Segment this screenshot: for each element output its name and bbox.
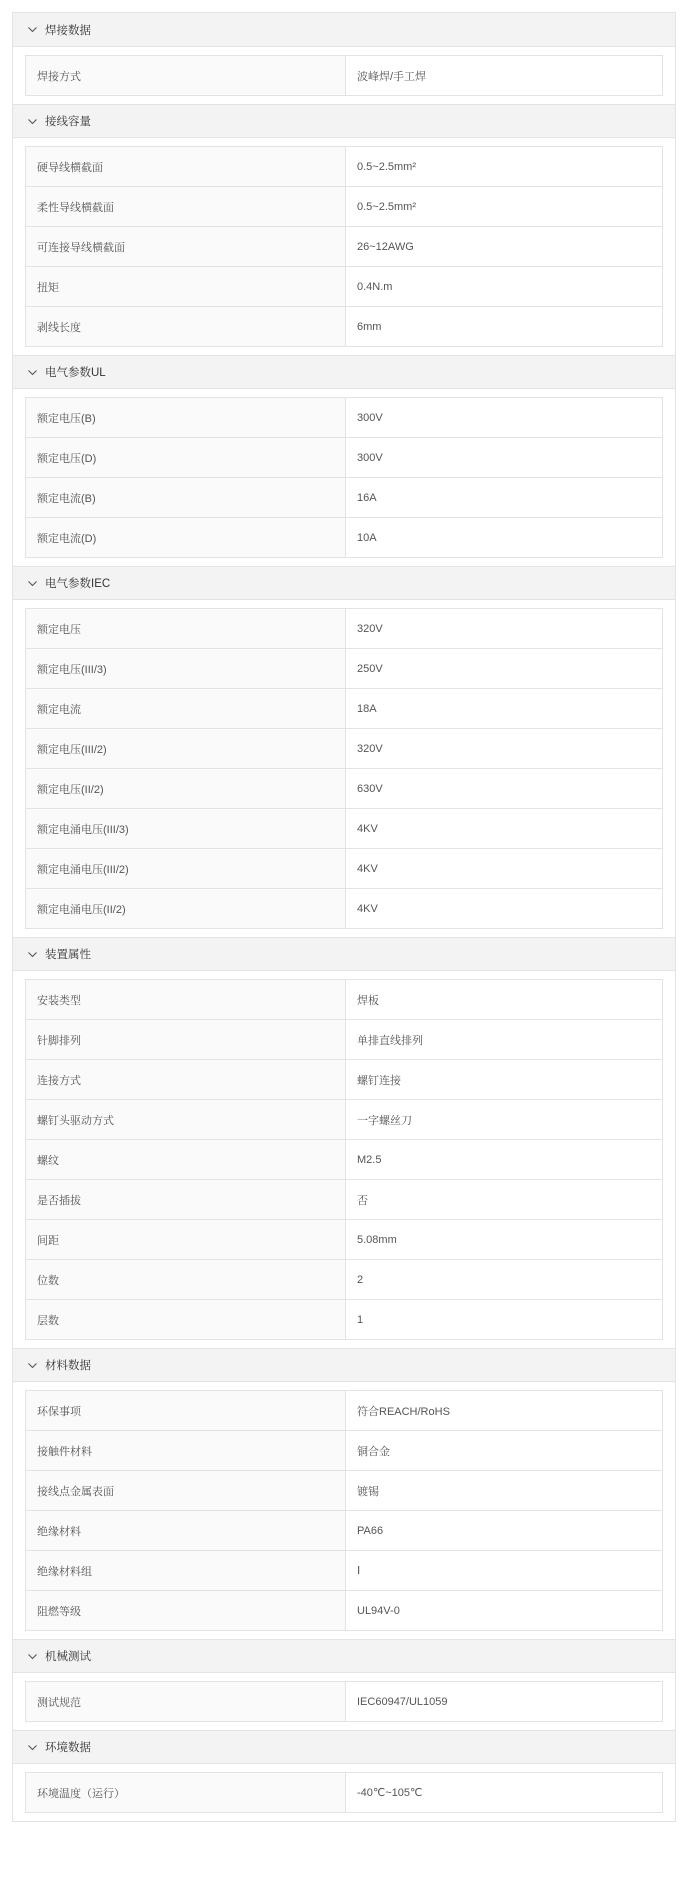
spec-label: 间距 — [26, 1220, 346, 1259]
spec-value: 300V — [346, 438, 662, 477]
spec-label: 额定电压(D) — [26, 438, 346, 477]
spec-label: 额定电涌电压(III/3) — [26, 809, 346, 848]
chevron-down-icon[interactable] — [25, 1740, 39, 1754]
table-row — [26, 267, 662, 307]
section-body — [13, 1764, 675, 1821]
spec-value: 16A — [346, 478, 662, 517]
section-header[interactable] — [13, 1348, 675, 1382]
spec-value: 5.08mm — [346, 1220, 662, 1259]
spec-label: 阻燃等级 — [26, 1591, 346, 1630]
chevron-down-icon[interactable] — [25, 947, 39, 961]
section-title: 电气参数UL — [45, 367, 106, 379]
section-body — [13, 138, 675, 355]
spec-label: 位数 — [26, 1260, 346, 1299]
section-title: 装置属性 — [45, 949, 91, 961]
chevron-down-icon[interactable] — [25, 1358, 39, 1372]
spec-label: 可连接导线横截面 — [26, 227, 346, 266]
table-row — [26, 398, 662, 438]
spec-section-7 — [13, 1730, 675, 1821]
spec-panel — [12, 12, 676, 1822]
table-row — [26, 1591, 662, 1631]
section-header[interactable] — [13, 1639, 675, 1673]
spec-value: 630V — [346, 769, 662, 808]
table-row — [26, 649, 662, 689]
spec-label: 绝缘材料组 — [26, 1551, 346, 1590]
spec-value: 镀锡 — [346, 1471, 662, 1510]
table-row — [26, 689, 662, 729]
table-row — [26, 1140, 662, 1180]
table-row — [26, 809, 662, 849]
table-row — [26, 1431, 662, 1471]
table-row — [26, 1260, 662, 1300]
spec-label: 硬导线横截面 — [26, 147, 346, 186]
section-title: 机械测试 — [45, 1651, 91, 1663]
spec-value: 0.5~2.5mm² — [346, 147, 662, 186]
spec-value: 6mm — [346, 307, 662, 346]
table-row — [26, 187, 662, 227]
spec-value: M2.5 — [346, 1140, 662, 1179]
spec-label: 层数 — [26, 1300, 346, 1339]
spec-label: 绝缘材料 — [26, 1511, 346, 1550]
spec-value: 320V — [346, 609, 662, 648]
spec-table — [25, 1681, 663, 1722]
spec-value: 4KV — [346, 849, 662, 888]
spec-value: 铜合金 — [346, 1431, 662, 1470]
spec-value: 符合REACH/RoHS — [346, 1391, 662, 1430]
section-title: 电气参数IEC — [45, 578, 111, 590]
spec-label: 环保事项 — [26, 1391, 346, 1430]
spec-value: Ⅰ — [346, 1551, 662, 1590]
section-title: 环境数据 — [45, 1742, 91, 1754]
spec-label: 焊接方式 — [26, 56, 346, 95]
spec-label: 连接方式 — [26, 1060, 346, 1099]
table-row — [26, 56, 662, 96]
spec-table — [25, 608, 663, 929]
table-row — [26, 1220, 662, 1260]
section-title: 焊接数据 — [45, 24, 91, 37]
spec-label: 额定电压(B) — [26, 398, 346, 437]
spec-label: 额定电流 — [26, 689, 346, 728]
spec-value: 0.5~2.5mm² — [346, 187, 662, 226]
spec-value: 0.4N.m — [346, 267, 662, 306]
spec-section-0 — [13, 13, 675, 104]
spec-value: 2 — [346, 1260, 662, 1299]
spec-section-4 — [13, 937, 675, 1348]
chevron-down-icon[interactable] — [25, 114, 39, 128]
spec-table — [25, 55, 663, 96]
spec-label: 剥线长度 — [26, 307, 346, 346]
section-header[interactable] — [13, 1730, 675, 1764]
table-row — [26, 1511, 662, 1551]
spec-label: 螺钉头驱动方式 — [26, 1100, 346, 1139]
spec-value: 1 — [346, 1300, 662, 1339]
spec-label: 针脚排列 — [26, 1020, 346, 1059]
table-row — [26, 478, 662, 518]
spec-label: 扭矩 — [26, 267, 346, 306]
spec-value: IEC60947/UL1059 — [346, 1682, 662, 1721]
table-row — [26, 769, 662, 809]
section-header[interactable] — [13, 355, 675, 389]
table-row — [26, 1100, 662, 1140]
spec-table — [25, 1772, 663, 1813]
section-body — [13, 971, 675, 1348]
spec-value: 单排直线排列 — [346, 1020, 662, 1059]
spec-label: 柔性导线横截面 — [26, 187, 346, 226]
section-title: 材料数据 — [45, 1360, 91, 1372]
chevron-down-icon[interactable] — [25, 1649, 39, 1663]
spec-table — [25, 146, 663, 347]
spec-label: 额定电压 — [26, 609, 346, 648]
spec-label: 接触件材料 — [26, 1431, 346, 1470]
spec-value: 320V — [346, 729, 662, 768]
spec-section-2 — [13, 355, 675, 566]
table-row — [26, 609, 662, 649]
spec-value: 18A — [346, 689, 662, 728]
spec-label: 额定电压(III/2) — [26, 729, 346, 768]
table-row — [26, 1060, 662, 1100]
spec-label: 测试规范 — [26, 1682, 346, 1721]
chevron-down-icon[interactable] — [25, 365, 39, 379]
spec-value: 螺钉连接 — [346, 1060, 662, 1099]
spec-label: 螺纹 — [26, 1140, 346, 1179]
section-header[interactable] — [13, 566, 675, 600]
table-row — [26, 518, 662, 558]
section-body — [13, 1673, 675, 1730]
spec-value: 300V — [346, 398, 662, 437]
table-row — [26, 729, 662, 769]
spec-value: 250V — [346, 649, 662, 688]
spec-label: 额定电压(II/2) — [26, 769, 346, 808]
table-row — [26, 1391, 662, 1431]
table-row — [26, 1180, 662, 1220]
section-header[interactable] — [13, 104, 675, 138]
section-body — [13, 47, 675, 104]
section-body — [13, 1382, 675, 1639]
spec-label: 额定电压(III/3) — [26, 649, 346, 688]
spec-label: 额定电流(D) — [26, 518, 346, 557]
spec-value: 4KV — [346, 889, 662, 928]
spec-label: 额定电涌电压(II/2) — [26, 889, 346, 928]
spec-section-6 — [13, 1639, 675, 1730]
chevron-down-icon[interactable] — [25, 576, 39, 590]
table-row — [26, 1682, 662, 1722]
table-row — [26, 889, 662, 929]
table-row — [26, 1773, 662, 1813]
spec-value: 26~12AWG — [346, 227, 662, 266]
table-row — [26, 1300, 662, 1340]
table-row — [26, 1551, 662, 1591]
table-row — [26, 438, 662, 478]
section-body — [13, 389, 675, 566]
spec-label: 额定电流(B) — [26, 478, 346, 517]
spec-value: 焊板 — [346, 980, 662, 1019]
table-row — [26, 1471, 662, 1511]
spec-label: 额定电涌电压(III/2) — [26, 849, 346, 888]
spec-value: 4KV — [346, 809, 662, 848]
spec-label: 接线点金属表面 — [26, 1471, 346, 1510]
spec-value: UL94V-0 — [346, 1591, 662, 1630]
spec-value: 否 — [346, 1180, 662, 1219]
section-header[interactable] — [13, 13, 675, 47]
table-row — [26, 307, 662, 347]
spec-section-3 — [13, 566, 675, 937]
spec-label: 是否插拔 — [26, 1180, 346, 1219]
table-row — [26, 849, 662, 889]
spec-label: 环境温度（运行） — [26, 1773, 346, 1812]
spec-label: 安装类型 — [26, 980, 346, 1019]
spec-table — [25, 979, 663, 1340]
spec-table — [25, 1390, 663, 1631]
spec-section-5 — [13, 1348, 675, 1639]
spec-value: 一字螺丝刀 — [346, 1100, 662, 1139]
spec-value: 波峰焊/手工焊 — [346, 56, 662, 95]
spec-value: PA66 — [346, 1511, 662, 1550]
table-row — [26, 227, 662, 267]
table-row — [26, 147, 662, 187]
section-title: 接线容量 — [45, 116, 91, 128]
spec-table — [25, 397, 663, 558]
section-body — [13, 600, 675, 937]
spec-value: 10A — [346, 518, 662, 557]
table-row — [26, 1020, 662, 1060]
table-row — [26, 980, 662, 1020]
spec-value: -40℃~105℃ — [346, 1773, 662, 1812]
chevron-down-icon[interactable] — [25, 23, 39, 37]
section-header[interactable] — [13, 937, 675, 971]
spec-section-1 — [13, 104, 675, 355]
